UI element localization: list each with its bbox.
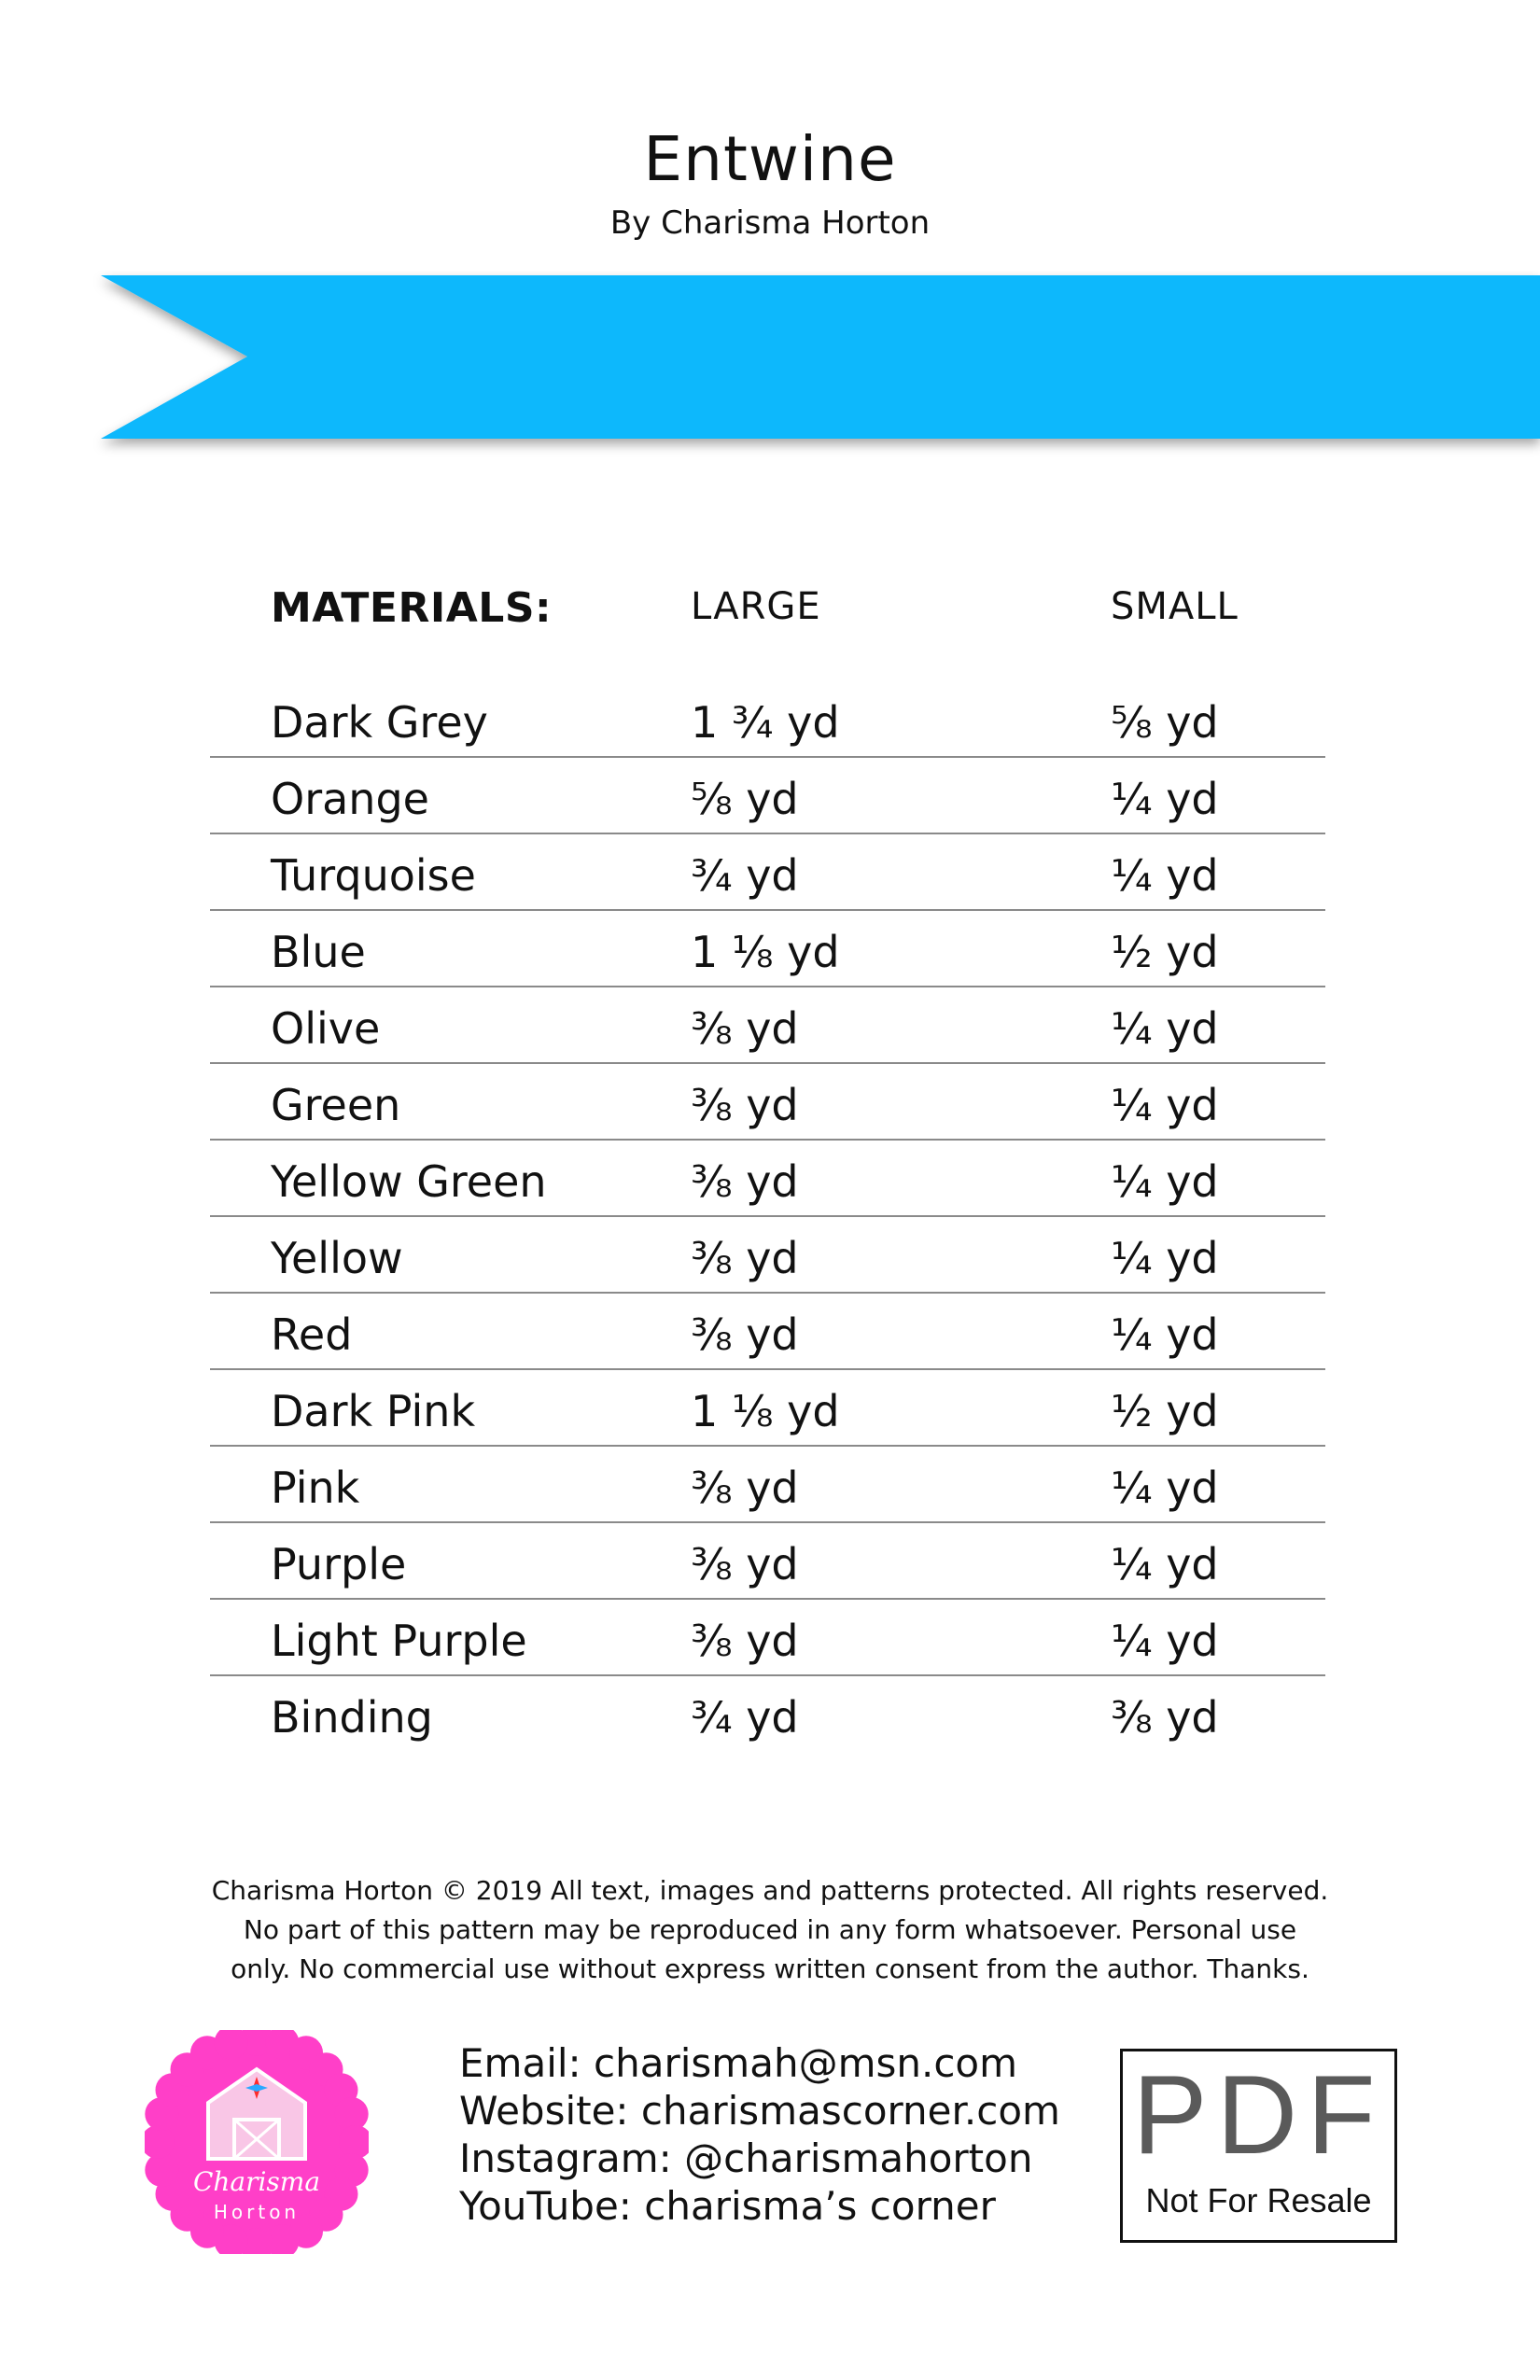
small-amount: ¼ yd bbox=[1111, 1233, 1219, 1283]
small-amount: ¼ yd bbox=[1111, 1080, 1219, 1130]
large-amount: ¾ yd bbox=[691, 1692, 799, 1743]
table-row bbox=[210, 1294, 1325, 1370]
fabric-name: Blue bbox=[271, 927, 366, 977]
small-amount: ⅜ yd bbox=[1111, 1692, 1219, 1743]
logo-name: Charisma bbox=[192, 2166, 321, 2197]
table-row bbox=[210, 1600, 1325, 1676]
fabric-name: Binding bbox=[271, 1692, 433, 1743]
materials-heading: MATERIALS: bbox=[271, 584, 553, 632]
fabric-name: Purple bbox=[271, 1539, 407, 1589]
materials-table bbox=[210, 681, 1325, 1751]
large-amount: ⅜ yd bbox=[691, 1539, 799, 1589]
small-amount: ½ yd bbox=[1111, 927, 1219, 977]
table-row bbox=[210, 1523, 1325, 1600]
table-row bbox=[210, 681, 1325, 758]
contact-youtube[interactable]: YouTube: charisma’s corner bbox=[459, 2183, 996, 2229]
small-amount: ¼ yd bbox=[1111, 774, 1219, 824]
table-row bbox=[210, 834, 1325, 911]
page-title: Entwine bbox=[643, 123, 897, 195]
large-amount: 1 ⅛ yd bbox=[691, 1386, 840, 1436]
small-amount: ¼ yd bbox=[1111, 1309, 1219, 1360]
logo-surname: Horton bbox=[213, 2201, 301, 2223]
copyright-line: only. No commercial use without express written consent from the author. Thanks. bbox=[231, 1953, 1309, 1984]
large-amount: 1 ¾ yd bbox=[691, 697, 840, 748]
header-banner bbox=[93, 271, 1540, 457]
small-amount: ¼ yd bbox=[1111, 1616, 1219, 1666]
fabric-name: Orange bbox=[271, 774, 429, 824]
large-amount: ⅜ yd bbox=[691, 1616, 799, 1666]
table-row bbox=[210, 1217, 1325, 1294]
contact-website[interactable]: Website: charismascorner.com bbox=[459, 2088, 1060, 2134]
fabric-name: Yellow Green bbox=[271, 1156, 547, 1207]
table-row bbox=[210, 1370, 1325, 1447]
large-amount: ⅜ yd bbox=[691, 1080, 799, 1130]
column-header-large: LARGE bbox=[691, 585, 821, 628]
table-row bbox=[210, 1141, 1325, 1217]
fabric-name: Dark Pink bbox=[271, 1386, 476, 1436]
banner-ribbon bbox=[101, 275, 1540, 439]
table-row bbox=[210, 987, 1325, 1064]
small-amount: ¼ yd bbox=[1111, 1003, 1219, 1054]
contact-instagram[interactable]: Instagram: @charismahorton bbox=[459, 2135, 1033, 2181]
not-for-resale-label: Not For Resale bbox=[1145, 2181, 1372, 2219]
fabric-name: Yellow bbox=[271, 1233, 403, 1283]
large-amount: ¾ yd bbox=[691, 850, 799, 901]
byline: By Charisma Horton bbox=[609, 204, 931, 242]
fabric-name: Dark Grey bbox=[271, 697, 488, 748]
contact-email[interactable]: Email: charismah@msn.com bbox=[459, 2040, 1018, 2086]
large-amount: ⅝ yd bbox=[691, 774, 799, 824]
copyright-notice bbox=[0, 1871, 1540, 1989]
contact-info bbox=[459, 2039, 1060, 2230]
copyright-line: No part of this pattern may be reproduced in any form whatsoever. Personal use bbox=[243, 1914, 1297, 1945]
table-row bbox=[210, 1676, 1325, 1751]
table-row bbox=[210, 1447, 1325, 1523]
fabric-name: Red bbox=[271, 1309, 353, 1360]
small-amount: ¼ yd bbox=[1111, 1156, 1219, 1207]
fabric-name: Olive bbox=[271, 1003, 381, 1054]
table-row bbox=[210, 911, 1325, 987]
large-amount: ⅜ yd bbox=[691, 1463, 799, 1513]
small-amount: ¼ yd bbox=[1111, 1539, 1219, 1589]
table-row bbox=[210, 758, 1325, 834]
large-amount: ⅜ yd bbox=[691, 1003, 799, 1054]
large-amount: 1 ⅛ yd bbox=[691, 927, 840, 977]
fabric-name: Green bbox=[271, 1080, 401, 1130]
large-amount: ⅜ yd bbox=[691, 1156, 799, 1207]
charisma-horton-logo bbox=[145, 2030, 369, 2254]
pdf-not-for-resale-badge bbox=[1120, 2049, 1397, 2243]
pdf-label: PDF bbox=[1132, 2052, 1385, 2177]
large-amount: ⅜ yd bbox=[691, 1233, 799, 1283]
fabric-name: Pink bbox=[271, 1463, 360, 1513]
small-amount: ½ yd bbox=[1111, 1386, 1219, 1436]
small-amount: ¼ yd bbox=[1111, 850, 1219, 901]
column-header-small: SMALL bbox=[1111, 585, 1239, 628]
fabric-name: Turquoise bbox=[271, 850, 476, 901]
small-amount: ¼ yd bbox=[1111, 1463, 1219, 1513]
large-amount: ⅜ yd bbox=[691, 1309, 799, 1360]
small-amount: ⅝ yd bbox=[1111, 697, 1219, 748]
copyright-line: Charisma Horton © 2019 All text, images and patterns protected. All rights reserved. bbox=[211, 1875, 1329, 1906]
table-row bbox=[210, 1064, 1325, 1141]
fabric-name: Light Purple bbox=[271, 1616, 527, 1666]
